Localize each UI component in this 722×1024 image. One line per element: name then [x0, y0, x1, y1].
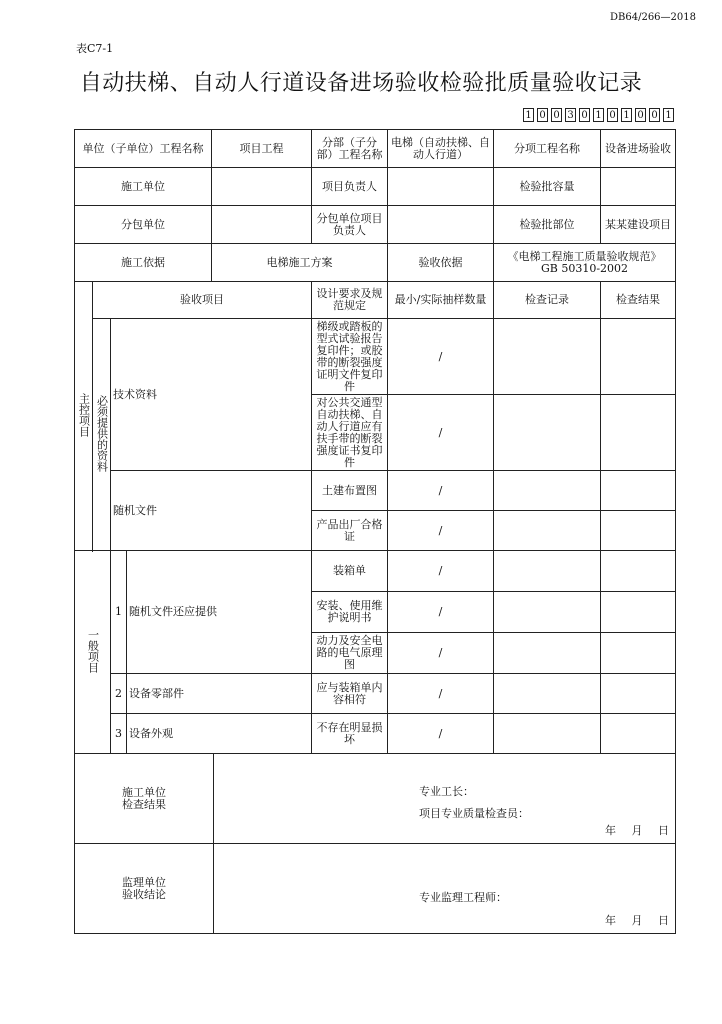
subcontract-label: 分包单位	[75, 206, 212, 244]
gen-req-5: 不存在明显损坏	[312, 714, 388, 754]
record-code	[523, 108, 674, 122]
gen-record-5[interactable]	[494, 714, 601, 754]
code-digit: 0	[537, 108, 548, 122]
gen-sample-4[interactable]: /	[388, 674, 494, 714]
sub-pm-label: 分包单位项目负责人	[312, 206, 388, 244]
batch-capacity-value[interactable]	[601, 168, 676, 206]
division-value[interactable]: 电梯（自动扶梯、自动人行道）	[388, 130, 494, 168]
acceptance-basis-name: 《电梯工程施工质量验收规范》	[507, 249, 662, 263]
col-result: 检查结果	[601, 282, 676, 319]
mc-sample-2[interactable]: /	[388, 395, 494, 471]
gen-req-4: 应与装箱单内容相符	[312, 674, 388, 714]
inspection-form-table	[74, 129, 676, 934]
acceptance-basis-value[interactable]	[494, 244, 676, 282]
code-digit: 1	[593, 108, 604, 122]
construction-basis-value[interactable]: 电梯施工方案	[212, 244, 388, 282]
foreman-signature: 专业工长：	[419, 785, 474, 798]
gen-item-2: 设备零部件	[127, 674, 312, 714]
tech-docs-label: 技术资料	[111, 319, 312, 471]
gen-no-2: 2	[111, 674, 127, 714]
main-control-label: 主控项目	[75, 282, 93, 551]
gen-item-1: 随机文件还应提供	[127, 551, 312, 674]
gen-result-3[interactable]	[601, 633, 676, 674]
gen-no-3: 3	[111, 714, 127, 754]
mc-record-3[interactable]	[494, 471, 601, 511]
gen-sample-1[interactable]: /	[388, 551, 494, 592]
engineer-signature: 专业监理工程师：	[419, 891, 507, 904]
mc-record-4[interactable]	[494, 511, 601, 551]
supervision-date: 年 月 日	[605, 914, 669, 927]
mc-result-1[interactable]	[601, 319, 676, 395]
gen-req-2: 安装、使用维护说明书	[312, 592, 388, 633]
required-docs-label: 必须提供的资料	[93, 319, 111, 551]
code-digit: 0	[551, 108, 562, 122]
unit-name-label: 单位（子单位）工程名称	[75, 130, 212, 168]
mc-sample-3[interactable]: /	[388, 471, 494, 511]
mc-sample-1[interactable]: /	[388, 319, 494, 395]
code-digit: 0	[579, 108, 590, 122]
gen-sample-2[interactable]: /	[388, 592, 494, 633]
code-digit: 0	[635, 108, 646, 122]
mc-req-1: 梯级或踏板的型式试验报告复印件；或胶带的断裂强度证明文件复印件	[312, 319, 388, 395]
division-label: 分部（子分部）工程名称	[312, 130, 388, 168]
gen-no-1: 1	[111, 551, 127, 674]
col-item: 验收项目	[93, 282, 312, 319]
code-digit: 0	[649, 108, 660, 122]
gen-sample-3[interactable]: /	[388, 633, 494, 674]
mc-result-4[interactable]	[601, 511, 676, 551]
gen-result-2[interactable]	[601, 592, 676, 633]
gen-req-1: 装箱单	[312, 551, 388, 592]
acceptance-basis-code: GB 50310-2002	[540, 261, 629, 275]
construction-unit-value[interactable]	[212, 168, 312, 206]
gen-record-1[interactable]	[494, 551, 601, 592]
subitem-label: 分项工程名称	[494, 130, 601, 168]
unit-name-value[interactable]: 项目工程	[212, 130, 312, 168]
project-manager-value[interactable]	[388, 168, 494, 206]
acceptance-basis-label: 验收依据	[388, 244, 494, 282]
gen-result-1[interactable]	[601, 551, 676, 592]
batch-capacity-label: 检验批容量	[494, 168, 601, 206]
gen-record-4[interactable]	[494, 674, 601, 714]
gen-item-3: 设备外观	[127, 714, 312, 754]
page-title: 自动扶梯、自动人行道设备进场验收检验批质量验收记录	[79, 71, 643, 96]
gen-sample-5[interactable]: /	[388, 714, 494, 754]
supervision-conclusion-area[interactable]	[214, 844, 676, 934]
col-sample: 最小/实际抽样数量	[388, 282, 494, 319]
general-label: 一般项目	[75, 551, 111, 754]
subcontract-value[interactable]	[212, 206, 312, 244]
mc-req-2: 对公共交通型自动扶梯、自动人行道应有扶手带的断裂强度证书复印件	[312, 395, 388, 471]
gen-req-3: 动力及安全电路的电气原理图	[312, 633, 388, 674]
construction-basis-label: 施工依据	[75, 244, 212, 282]
col-requirement: 设计要求及规范规定	[312, 282, 388, 319]
construction-check-area[interactable]	[214, 754, 676, 844]
code-digit: 1	[663, 108, 674, 122]
sub-pm-value[interactable]	[388, 206, 494, 244]
code-digit: 1	[523, 108, 534, 122]
code-digit: 3	[565, 108, 576, 122]
construction-check-label: 施工单位 检查结果	[75, 754, 214, 844]
code-digit: 0	[607, 108, 618, 122]
code-digit: 1	[621, 108, 632, 122]
project-manager-label: 项目负责人	[312, 168, 388, 206]
batch-location-label: 检验批部位	[494, 206, 601, 244]
subitem-value[interactable]: 设备进场验收	[601, 130, 676, 168]
accompany-docs-label: 随机文件	[111, 471, 312, 551]
mc-req-4: 产品出厂合格证	[312, 511, 388, 551]
supervision-conclusion-label: 监理单位 验收结论	[75, 844, 214, 934]
gen-record-2[interactable]	[494, 592, 601, 633]
col-record: 检查记录	[494, 282, 601, 319]
construction-unit-label: 施工单位	[75, 168, 212, 206]
standard-number: DB64/266—2018	[610, 12, 696, 23]
mc-sample-4[interactable]: /	[388, 511, 494, 551]
batch-location-value[interactable]: 某某建设项目	[601, 206, 676, 244]
gen-record-3[interactable]	[494, 633, 601, 674]
mc-record-2[interactable]	[494, 395, 601, 471]
form-number: 表C7-1	[76, 42, 114, 55]
construction-date: 年 月 日	[605, 824, 669, 837]
mc-result-3[interactable]	[601, 471, 676, 511]
mc-record-1[interactable]	[494, 319, 601, 395]
gen-result-4[interactable]	[601, 674, 676, 714]
mc-result-2[interactable]	[601, 395, 676, 471]
mc-req-3: 土建布置图	[312, 471, 388, 511]
gen-result-5[interactable]	[601, 714, 676, 754]
inspector-signature: 项目专业质量检查员：	[419, 807, 529, 820]
